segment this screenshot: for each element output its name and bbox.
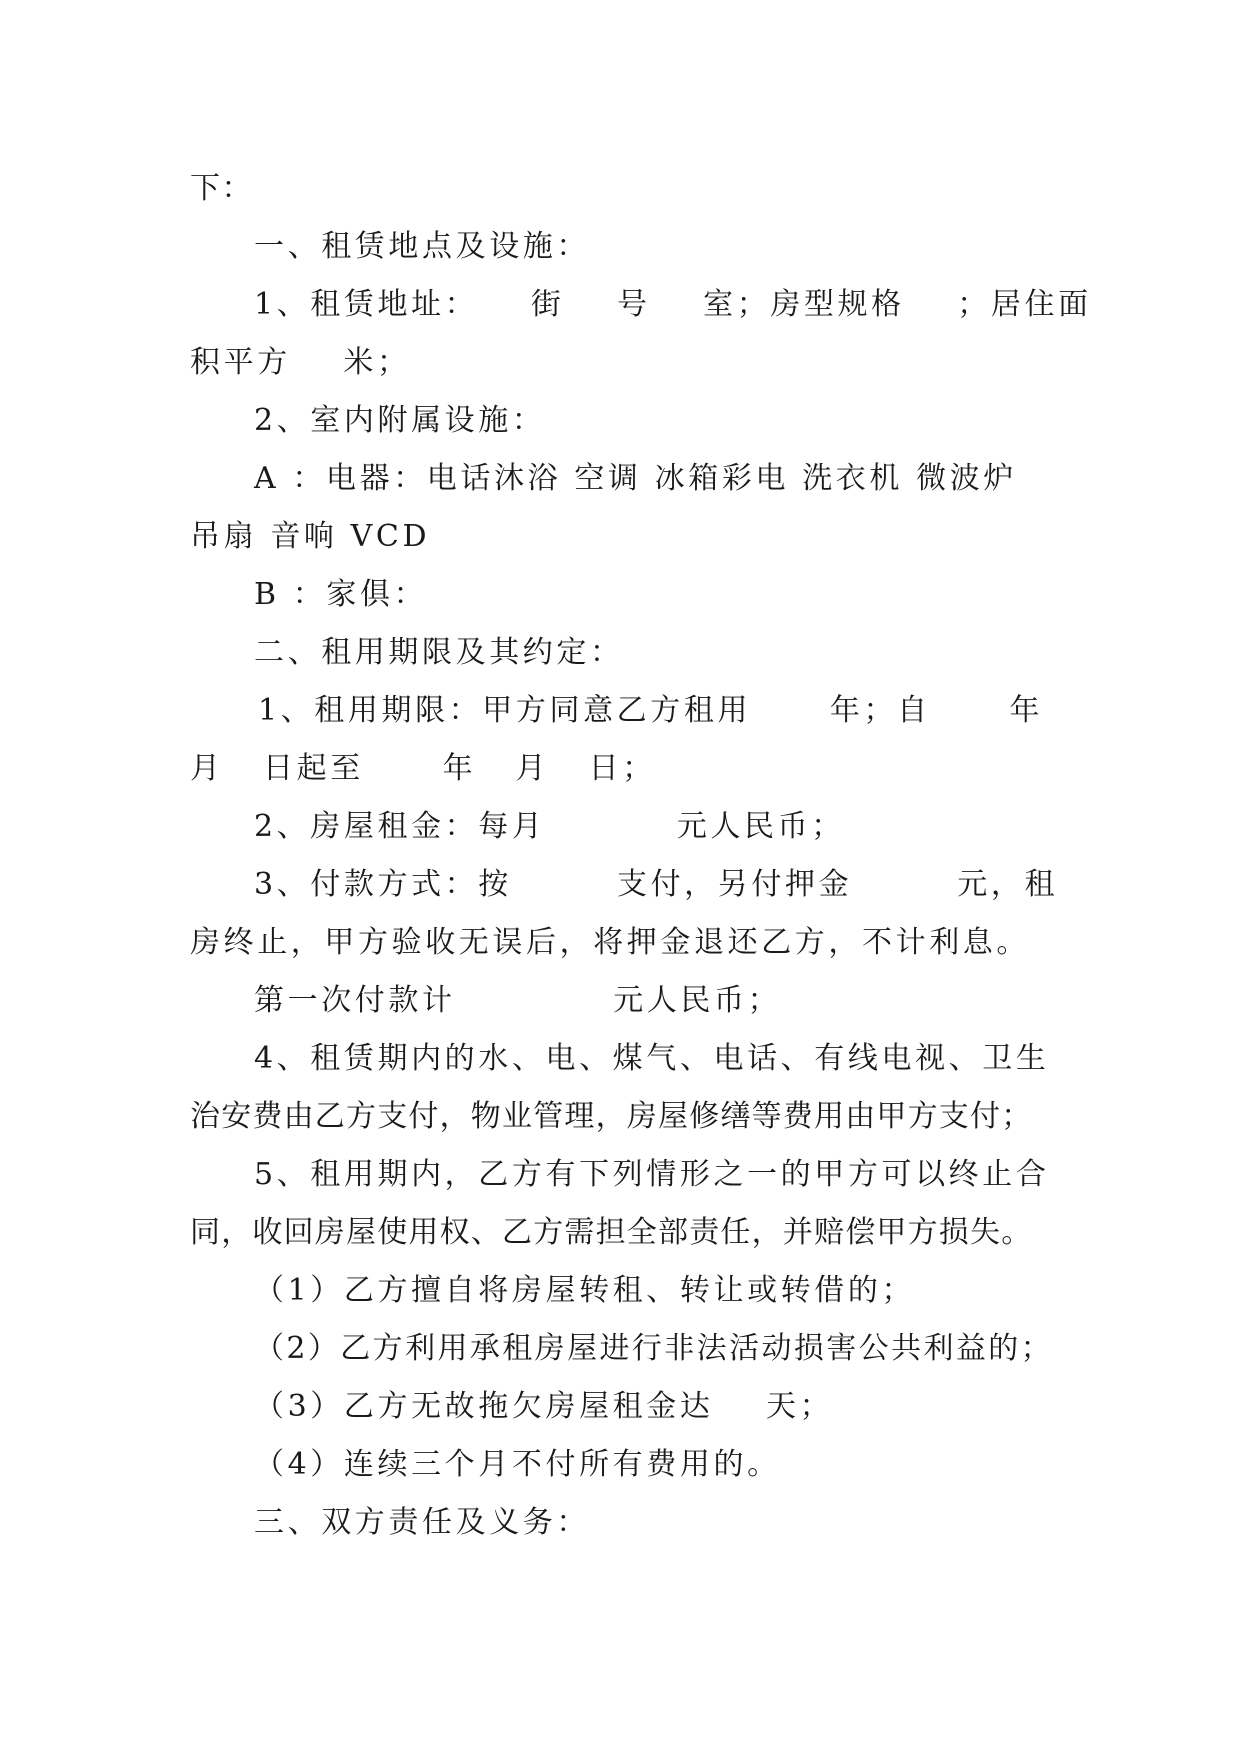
text-line: 1、租赁地址： 街 号 室；房型规格 ；居住面 (254, 287, 1092, 322)
list-item: （3）乙方无故拖欠房屋租金达 天； (254, 1389, 834, 1424)
list-item: （4）连续三个月不付所有费用的。 (254, 1447, 781, 1482)
text-line: 积平方 米； (190, 345, 411, 380)
text-line: 下： (190, 171, 253, 206)
text-line: 4、租赁期内的水、电、煤气、电话、有线电视、卫生 (254, 1041, 1050, 1076)
section-heading: 三、双方责任及义务： (254, 1505, 590, 1540)
list-item: （2）乙方利用承租房屋进行非法活动损害公共利益的； (254, 1331, 1054, 1366)
text-line: 2、房屋租金：每月 元人民币； (254, 809, 845, 844)
list-item: （1）乙方擅自将房屋转租、转让或转借的； (254, 1273, 916, 1308)
section-heading: 一、租赁地点及设施： (254, 229, 590, 264)
text-line: 3、付款方式：按 支付，另付押金 元，租 (254, 867, 1059, 902)
text-line: 同，收回房屋使用权、乙方需担全部责任，并赔偿甲方损失。 (190, 1215, 1033, 1250)
text-line: 第一次付款计 元人民币； (254, 983, 782, 1018)
section-heading: 二、租用期限及其约定： (254, 635, 624, 670)
text-line: 1、租用期限：甲方同意乙方租用 年；自 年 (258, 693, 1044, 728)
text-line: A ：电器：电话沐浴 空调 冰箱彩电 洗衣机 微波炉 (254, 461, 1017, 496)
text-line: 2、室内附属设施： (254, 403, 546, 438)
text-line: 5、租用期内，乙方有下列情形之一的甲方可以终止合 (254, 1157, 1050, 1192)
text-line: 房终止，甲方验收无误后，将押金退还乙方，不计利息。 (190, 925, 1030, 960)
text-line: B ：家俱： (254, 577, 428, 612)
text-line: 治安费由乙方支付，物业管理，房屋修缮等费用由甲方支付； (190, 1099, 1033, 1134)
text-line: 吊扇 音响 VCD (190, 519, 431, 554)
text-line: 月 日起至 年 月 日； (190, 751, 656, 786)
